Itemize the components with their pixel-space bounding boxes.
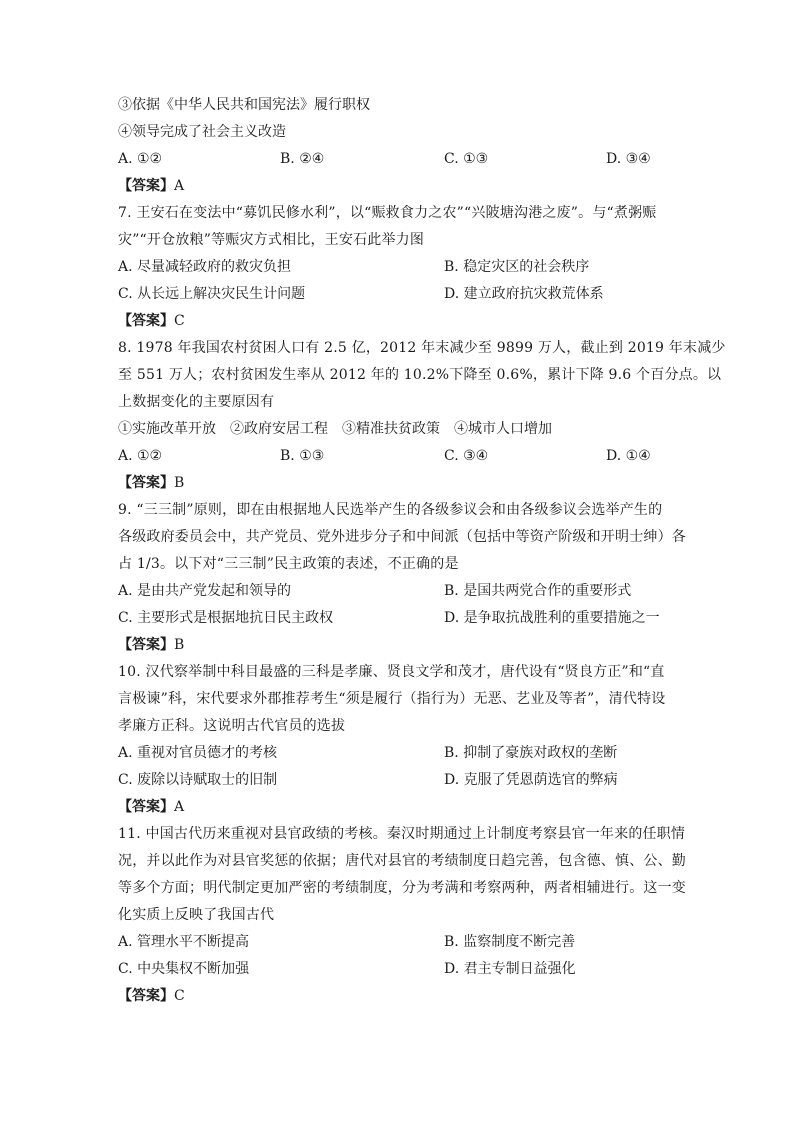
q10-option-d: D. 克服了凭恩荫选官的弊病 (444, 772, 618, 788)
q8-option-d: D. ①④ (606, 448, 651, 464)
q7-stem-line-2: 灾”“开仓放粮”等赈灾方式相比，王安石此举力图 (118, 232, 425, 248)
q11-stem-line-3: 等多个方面；明代制定更加严密的考绩制度，分为考满和考察两种，两者相辅进行。这一变 (118, 880, 686, 896)
q9-options-row-1 (118, 578, 678, 605)
exam-page (118, 92, 726, 1010)
q10-options-row-1 (118, 740, 678, 767)
q9-options-row-2 (118, 605, 678, 632)
q7-option-d: D. 建立政府抗灾救荒体系 (444, 286, 604, 302)
q7-options-row-1 (118, 254, 678, 281)
q11-option-c: C. 中央集权不断加强 (118, 961, 250, 977)
q11-stem-line-4: 化实质上反映了我国古代 (118, 907, 275, 923)
q8-item-1: ①实施改革开放 (118, 421, 216, 437)
q8-option-b: B. ①③ (280, 448, 325, 464)
q7-option-a: A. 尽量减轻政府的救灾负担 (118, 259, 292, 275)
q11-options-row-1 (118, 929, 678, 956)
q6-item-4: ④领导完成了社会主义改造 (118, 124, 286, 140)
q9-option-d: D. 是争取抗战胜利的重要措施之一 (444, 610, 660, 626)
q8-option-a: A. ①② (118, 448, 163, 464)
q8-answer-value: B (174, 475, 185, 491)
q10-option-a: A. 重视对官员德才的考核 (118, 745, 278, 761)
q8-item-4: ④城市人口增加 (454, 421, 552, 437)
q10-stem-line-2: 言极谏”科，宋代要求外郡推荐考生“须是履行（指行为）无恶、艺业及等者”，清代特设 (118, 691, 666, 707)
q8-options (118, 443, 678, 470)
q6-option-c: C. ①③ (444, 151, 489, 167)
q8-answer: 【答案】B (118, 475, 185, 491)
q9-option-a: A. 是由共产党发起和领导的 (118, 583, 292, 599)
q6-option-d: D. ③④ (606, 151, 651, 167)
q8-items (118, 416, 678, 443)
q8-stem-line-2: 至 551 万人；农村贫困发生率从 2012 年的 10.2%下降至 0.6%，累计下降 9.6 个百分点。以 (118, 367, 722, 383)
q6-answer: 【答案】A (118, 178, 185, 194)
q9-stem-line-3: 占 1/3。以下对“三三制”民主政策的表述，不正确的是 (118, 556, 459, 572)
q8-stem-line-3: 上数据变化的主要原因有 (118, 394, 275, 410)
q11-options-row-2 (118, 956, 678, 983)
q10-answer-value: A (174, 799, 185, 815)
q9-answer-value: B (174, 637, 185, 653)
q7-answer-value: C (174, 313, 185, 329)
q8-stem-line-1: 8. 1978 年我国农村贫困人口有 2.5 亿，2012 年末减少至 9899 万人，截止到 2019 年末减少 (118, 340, 726, 356)
q9-option-c: C. 主要形式是根据地抗日民主政权 (118, 610, 334, 626)
q11-option-d: D. 君主专制日益强化 (444, 961, 576, 977)
q11-stem-line-1: 11. 中国古代历来重视对县官政绩的考核。秦汉时期通过上计制度考察县官一年来的任职情 (118, 826, 686, 842)
q6-answer-value: A (174, 178, 185, 194)
q6-item-3: ③依据《中华人民共和国宪法》履行职权 (118, 97, 370, 113)
q10-option-b: B. 抑制了豪族对政权的垄断 (444, 745, 618, 761)
q8-item-2: ②政府安居工程 (230, 421, 328, 437)
q8-option-c: C. ③④ (444, 448, 489, 464)
q10-option-c: C. 废除以诗赋取士的旧制 (118, 772, 278, 788)
q11-answer-value: C (174, 988, 185, 1004)
q7-stem-line-1: 7. 王安石在变法中“募饥民修水利”，以“赈救食力之农”“兴陂塘沟港之废”。与“煮粥赈 (118, 205, 657, 221)
q9-option-b: B. 是国共两党合作的重要形式 (444, 583, 632, 599)
q8-item-3: ③精准扶贫政策 (342, 421, 440, 437)
q10-stem-line-3: 孝廉方正科。这说明古代官员的选拔 (118, 718, 346, 734)
q7-answer: 【答案】C (118, 313, 185, 329)
q6-option-b: B. ②④ (280, 151, 325, 167)
q7-option-b: B. 稳定灾区的社会秩序 (444, 259, 590, 275)
q9-stem-line-2: 各级政府委员会中，共产党员、党外进步分子和中间派（包括中等资产阶级和开明士绅）各 (118, 529, 686, 545)
q9-stem-line-1: 9. “三三制”原则，即在由根据地人民选举产生的各级参议会和由各级参议会选举产生的 (118, 502, 663, 518)
q9-answer: 【答案】B (118, 637, 185, 653)
q7-options-row-2 (118, 281, 678, 308)
q11-stem-line-2: 况，并以此作为对县官奖惩的依据；唐代对县官的考绩制度日趋完善，包含德、慎、公、勤 (118, 853, 686, 869)
q6-options (118, 146, 678, 173)
q7-option-c: C. 从长远上解决灾民生计问题 (118, 286, 306, 302)
q11-option-b: B. 监察制度不断完善 (444, 934, 576, 950)
q10-options-row-2 (118, 767, 678, 794)
q10-answer: 【答案】A (118, 799, 185, 815)
q10-stem-line-1: 10. 汉代察举制中科目最盛的三科是孝廉、贤良文学和茂才，唐代设有“贤良方正”和“直 (118, 664, 665, 680)
q11-answer: 【答案】C (118, 988, 185, 1004)
q11-option-a: A. 管理水平不断提高 (118, 934, 250, 950)
q6-option-a: A. ①② (118, 151, 163, 167)
